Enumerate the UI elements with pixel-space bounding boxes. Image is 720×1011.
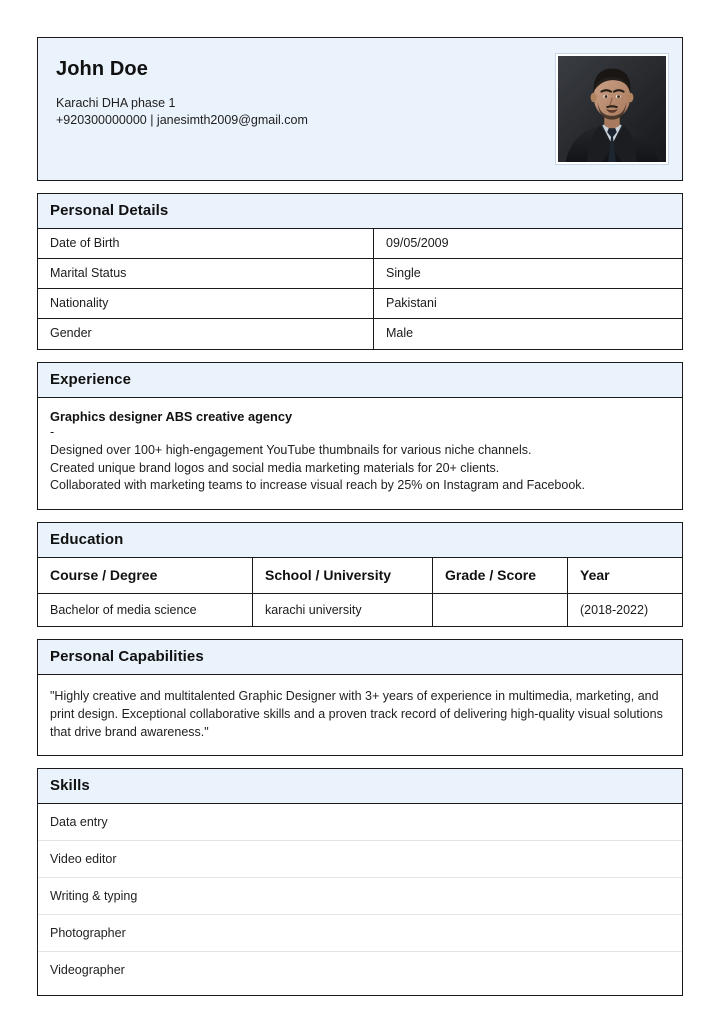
section-title-experience: Experience bbox=[38, 363, 682, 398]
capabilities-card bbox=[37, 639, 683, 756]
header-card bbox=[37, 37, 683, 181]
skills-card bbox=[37, 768, 683, 996]
column-header-course: Course / Degree bbox=[38, 558, 253, 593]
detail-label: Date of Birth bbox=[38, 229, 374, 258]
table-row bbox=[38, 319, 682, 349]
detail-label: Marital Status bbox=[38, 259, 374, 288]
education-course: Bachelor of media science bbox=[38, 594, 253, 626]
capabilities-text: "Highly creative and multitalented Graphic Designer with 3+ years of experience in multimedia, marketing, and print design. Exceptional collaborative skills and a proven track record of delivering high-quality visual solutions that drive brand awareness." bbox=[50, 688, 663, 739]
education-school: karachi university bbox=[253, 594, 433, 626]
section-title-education: Education bbox=[38, 523, 682, 558]
experience-card bbox=[37, 362, 683, 510]
table-row bbox=[38, 259, 682, 289]
page-title: John Doe bbox=[56, 58, 148, 80]
table-header-row bbox=[38, 558, 682, 594]
section-title-skills: Skills bbox=[38, 769, 682, 804]
contact-line: +920300000000 | janesimth2009@gmail.com bbox=[56, 113, 308, 127]
experience-job-title: Graphics designer ABS creative agency bbox=[50, 409, 293, 424]
list-item: Video editor bbox=[38, 841, 682, 878]
portrait-photo-icon bbox=[558, 56, 666, 162]
education-card bbox=[37, 522, 683, 627]
list-item: Writing & typing bbox=[38, 878, 682, 915]
education-grade bbox=[433, 594, 568, 626]
avatar bbox=[556, 54, 668, 164]
education-year: (2018-2022) bbox=[580, 602, 649, 617]
detail-label: Nationality bbox=[38, 289, 374, 318]
table-row bbox=[38, 594, 682, 626]
detail-value: Pakistani bbox=[386, 296, 437, 310]
header-text-block bbox=[56, 54, 308, 129]
experience-separator: - bbox=[50, 425, 55, 439]
experience-bullet: Designed over 100+ high-engagement YouTube thumbnails for various niche channels. bbox=[50, 443, 532, 457]
experience-bullet: Created unique brand logos and social media marketing materials for 20+ clients. bbox=[50, 460, 500, 475]
table-row bbox=[38, 289, 682, 319]
address-line: Karachi DHA phase 1 bbox=[56, 96, 176, 110]
list-item: Videographer bbox=[50, 962, 125, 977]
experience-body bbox=[38, 398, 682, 509]
list-item: Photographer bbox=[38, 915, 682, 952]
list-item: Data entry bbox=[38, 804, 682, 841]
section-title-personal-details: Personal Details bbox=[38, 194, 682, 229]
column-header-grade: Grade / Score bbox=[433, 558, 568, 593]
section-title-capabilities: Personal Capabilities bbox=[38, 640, 682, 675]
detail-value: Single bbox=[386, 266, 421, 280]
table-row bbox=[38, 229, 682, 259]
detail-label: Gender bbox=[38, 319, 374, 349]
detail-value: 09/05/2009 bbox=[386, 236, 449, 250]
column-header-year: Year bbox=[580, 566, 610, 583]
detail-value: Male bbox=[386, 326, 414, 340]
personal-details-card bbox=[37, 193, 683, 350]
column-header-school: School / University bbox=[253, 558, 433, 593]
experience-bullet: Collaborated with marketing teams to increase visual reach by 25% on Instagram and Facebook. bbox=[50, 478, 586, 492]
